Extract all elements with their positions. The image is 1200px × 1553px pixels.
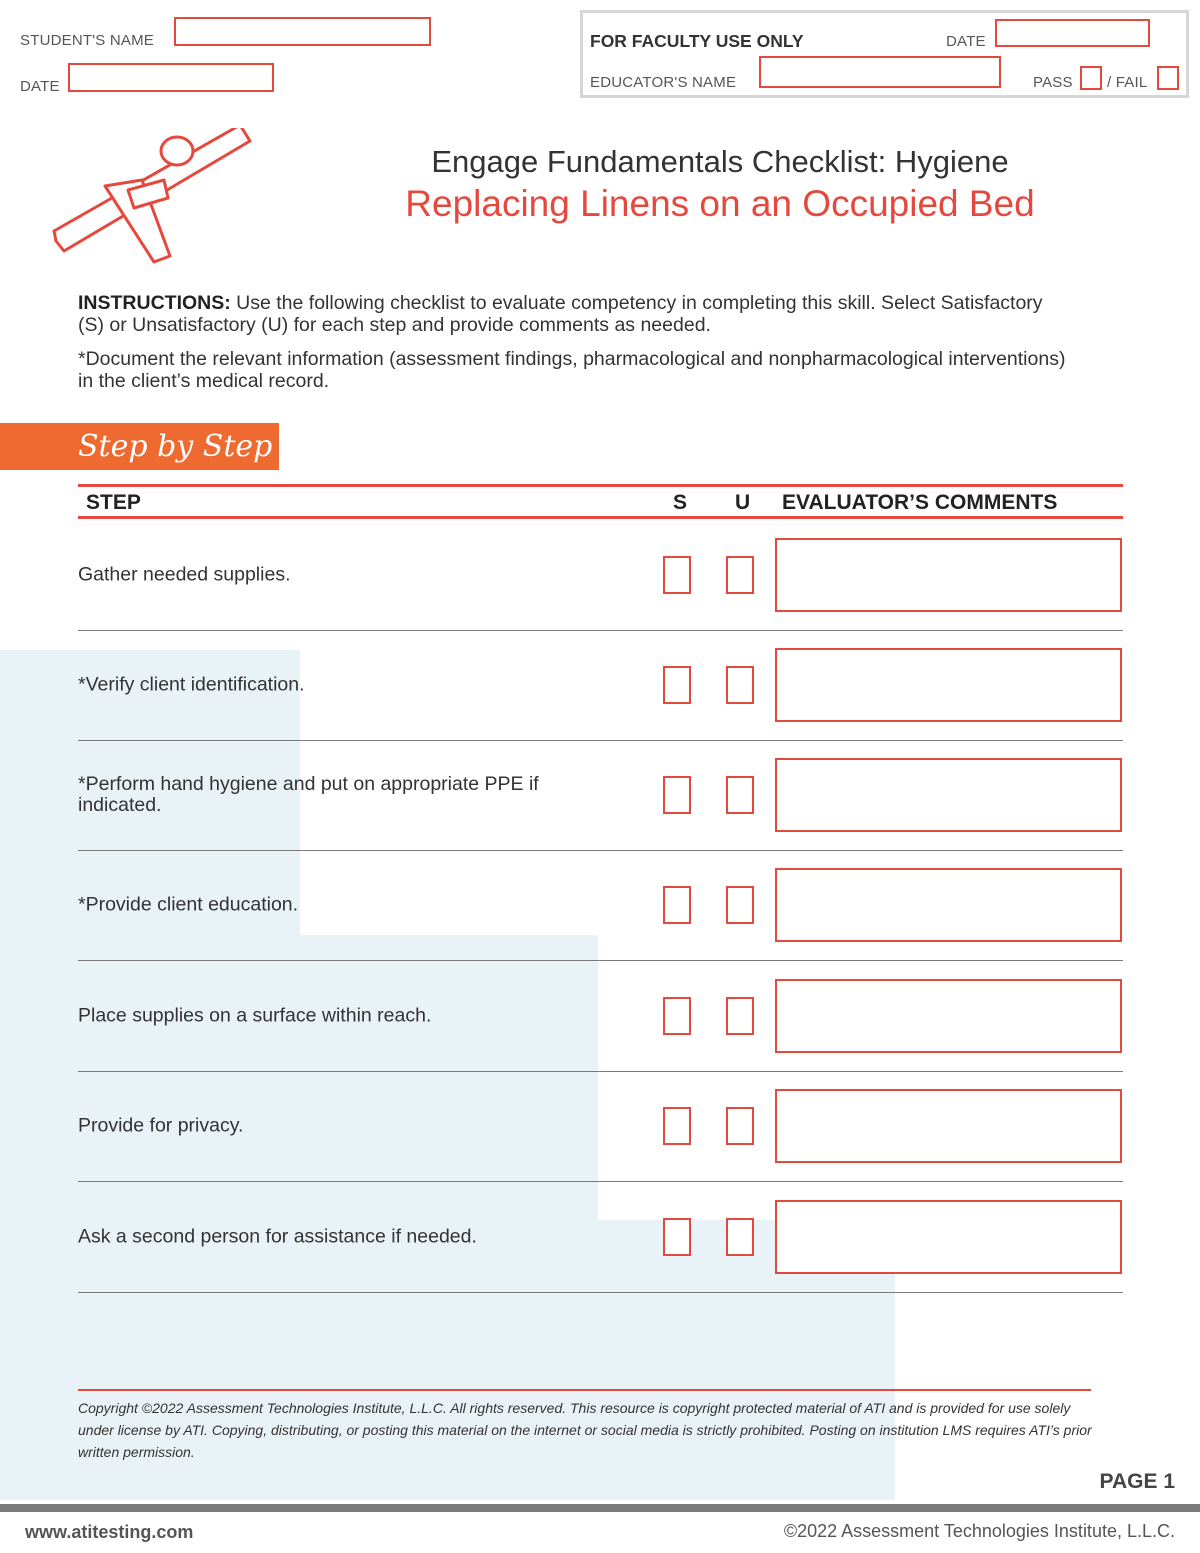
faculty-date-label: DATE: [946, 33, 986, 50]
student-name-field[interactable]: [174, 17, 431, 46]
step-text: *Verify client identification.: [78, 673, 305, 696]
faculty-date-field[interactable]: [995, 19, 1150, 47]
instructions-paragraph: [78, 292, 1068, 336]
page-number: PAGE 1: [1099, 1470, 1175, 1493]
fail-checkbox[interactable]: [1157, 66, 1179, 90]
header-satisfactory: S: [673, 491, 688, 514]
header-evaluator-comments: EVALUATOR’S COMMENTS: [782, 491, 1058, 514]
step-text: Ask a second person for assistance if needed.: [78, 1225, 477, 1248]
table-row: [78, 740, 1123, 851]
step-text: *Perform hand hygiene and put on appropriate PPE if indicated.: [78, 773, 539, 816]
instructions-text: Use the following checklist to evaluate competency in completing this skill. Select Satisfactory (S) or Unsatisfactory (U) for each step and provide comments as needed.: [78, 292, 1043, 336]
satisfactory-checkbox[interactable]: [663, 1218, 691, 1256]
evaluator-comment-field[interactable]: [775, 1200, 1122, 1274]
evaluator-comment-field[interactable]: [775, 1089, 1122, 1163]
satisfactory-checkbox[interactable]: [663, 776, 691, 814]
evaluator-comment-field[interactable]: [775, 868, 1122, 942]
header-unsatisfactory: U: [735, 491, 751, 514]
step-text: Gather needed supplies.: [78, 563, 291, 586]
header-step: STEP: [86, 491, 141, 514]
pass-label: PASS: [1033, 74, 1073, 91]
table-row: [78, 961, 1123, 1072]
table-header: [78, 484, 1123, 519]
step-by-step-banner: Step by Step: [0, 423, 279, 470]
satisfactory-checkbox[interactable]: [663, 886, 691, 924]
checklist-title: Engage Fundamentals Checklist: Hygiene: [431, 144, 1009, 179]
evaluator-comment-field[interactable]: [775, 758, 1122, 832]
unsatisfactory-checkbox[interactable]: [726, 1218, 754, 1256]
table-row: [78, 630, 1123, 741]
fail-label: / FAIL: [1107, 74, 1148, 91]
unsatisfactory-checkbox[interactable]: [726, 886, 754, 924]
unsatisfactory-checkbox[interactable]: [726, 776, 754, 814]
footer-divider: [78, 1389, 1091, 1391]
website-link[interactable]: www.atitesting.com: [25, 1522, 194, 1542]
faculty-use-title: FOR FACULTY USE ONLY: [590, 31, 804, 51]
unsatisfactory-checkbox[interactable]: [726, 556, 754, 594]
table-row: [78, 520, 1123, 631]
bottom-bar: [0, 1504, 1200, 1512]
instructions-label: INSTRUCTIONS:: [78, 292, 231, 314]
step-text: Place supplies on a surface within reach.: [78, 1004, 432, 1027]
skill-title: Replacing Linens on an Occupied Bed: [405, 183, 1035, 224]
step-text: *Provide client education.: [78, 893, 299, 916]
table-row: [78, 850, 1123, 961]
documentation-note: *Document the relevant information (assessment findings, pharmacological and nonpharmacological interventions) in the client’s medical record.: [78, 348, 1066, 392]
pass-checkbox[interactable]: [1080, 66, 1102, 90]
unsatisfactory-checkbox[interactable]: [726, 666, 754, 704]
unsatisfactory-checkbox[interactable]: [726, 997, 754, 1035]
unsatisfactory-checkbox[interactable]: [726, 1107, 754, 1145]
instructions: [78, 292, 1068, 404]
student-date-field[interactable]: [68, 63, 274, 92]
student-date-label: DATE: [20, 78, 60, 95]
educator-name-field[interactable]: [759, 56, 1001, 88]
step-text: Provide for privacy.: [78, 1114, 244, 1137]
evaluator-comment-field[interactable]: [775, 648, 1122, 722]
student-name-label: STUDENT'S NAME: [20, 32, 155, 49]
table-row: [78, 1182, 1123, 1293]
evaluator-comment-field[interactable]: [775, 538, 1122, 612]
evaluator-comment-field[interactable]: [775, 979, 1122, 1053]
educator-name-label: EDUCATOR'S NAME: [590, 74, 737, 91]
satisfactory-checkbox[interactable]: [663, 1107, 691, 1145]
company-copyright: ©2022 Assessment Technologies Institute, L.L.C.: [783, 1521, 1175, 1541]
table-row: [78, 1071, 1123, 1182]
copyright-notice: Copyright ©2022 Assessment Technologies Institute, L.L.C. All rights reserved. This resource is copyright protected material of ATI and is provided for use solely under license by ATI. Copying, distributing, or posting this material on the internet or social media is strictly prohibited. Posting on institution LMS requires ATI’s prior written permission.: [78, 1400, 1092, 1460]
satisfactory-checkbox[interactable]: [663, 666, 691, 704]
satisfactory-checkbox[interactable]: [663, 556, 691, 594]
satisfactory-checkbox[interactable]: [663, 997, 691, 1035]
